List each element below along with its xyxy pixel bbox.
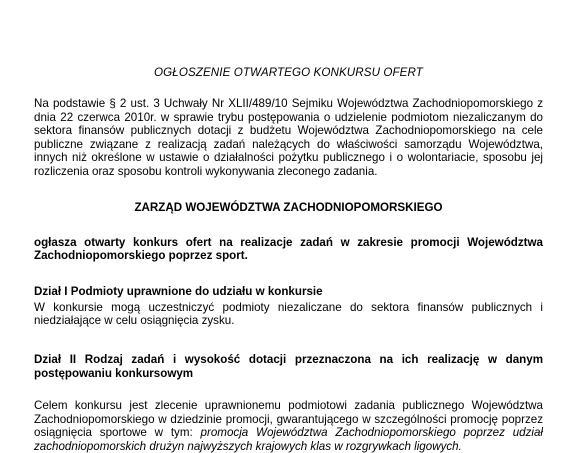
- board-heading: ZARZĄD WOJEWÓDZTWA ZACHODNIOPOMORSKIEGO: [134, 200, 443, 214]
- section-2-heading: Dział II Rodzaj zadań i wysokość dotacji przeznaczona na ich realizację w danym postępowaniu konkursowym: [34, 352, 543, 380]
- legal-basis-paragraph: Na podstawie § 2 ust. 3 Uchwały Nr XLII/489/10 Sejmiku Województwa Zachodniopomorskiego z dnia 22 czerwca 2010r. w sprawie trybu postępowania o udzielenie podmiotom niezaliczanym do sektora finansów publicznych dotacji z budżetu Województwa Zachodniopomorskiego na cele publiczne związane z realizacją zadań należących do właściwości samorządu Województwa, innych niż określone w ustawie o działalności pożytku publicznego i o wolontariacie, sposobu jej rozliczenia oraz sposobu kontroli wykonywania zleconego zadania.: [34, 97, 543, 178]
- section-2-body-italic: promocja Województwa Zachodniopomorskiego poprzez udział zachodniopomorskich drużyn najwyższych krajowych klas w rozgrywkach ligowych.: [34, 426, 543, 453]
- announcement-paragraph: ogłasza otwarty konkurs ofert na realizacje zadań w zakresie promocji Województwa Zachodniopomorskiego poprzez sport.: [34, 235, 543, 263]
- section-1-body: W konkursie mogą uczestniczyć podmioty niezaliczane do sektora finansów publicznych i niedziałające w celu osiągnięcia zysku.: [34, 300, 543, 328]
- document-title: OGŁOSZENIE OTWARTEGO KONKURSU OFERT: [154, 66, 423, 79]
- section-2-body-plain: Celem konkursu jest zlecenie uprawnionemu podmiotowi zadania publicznego Województwa Zachodniopomorskiego w dziedzinie promocji, gwarantującego w szczególności promocję poprzez osiągnięcia sportowe w tym:: [34, 398, 543, 440]
- section-2-body: [34, 399, 543, 453]
- section-1-heading: Dział I Podmioty uprawnione do udziału w konkursie: [34, 284, 323, 298]
